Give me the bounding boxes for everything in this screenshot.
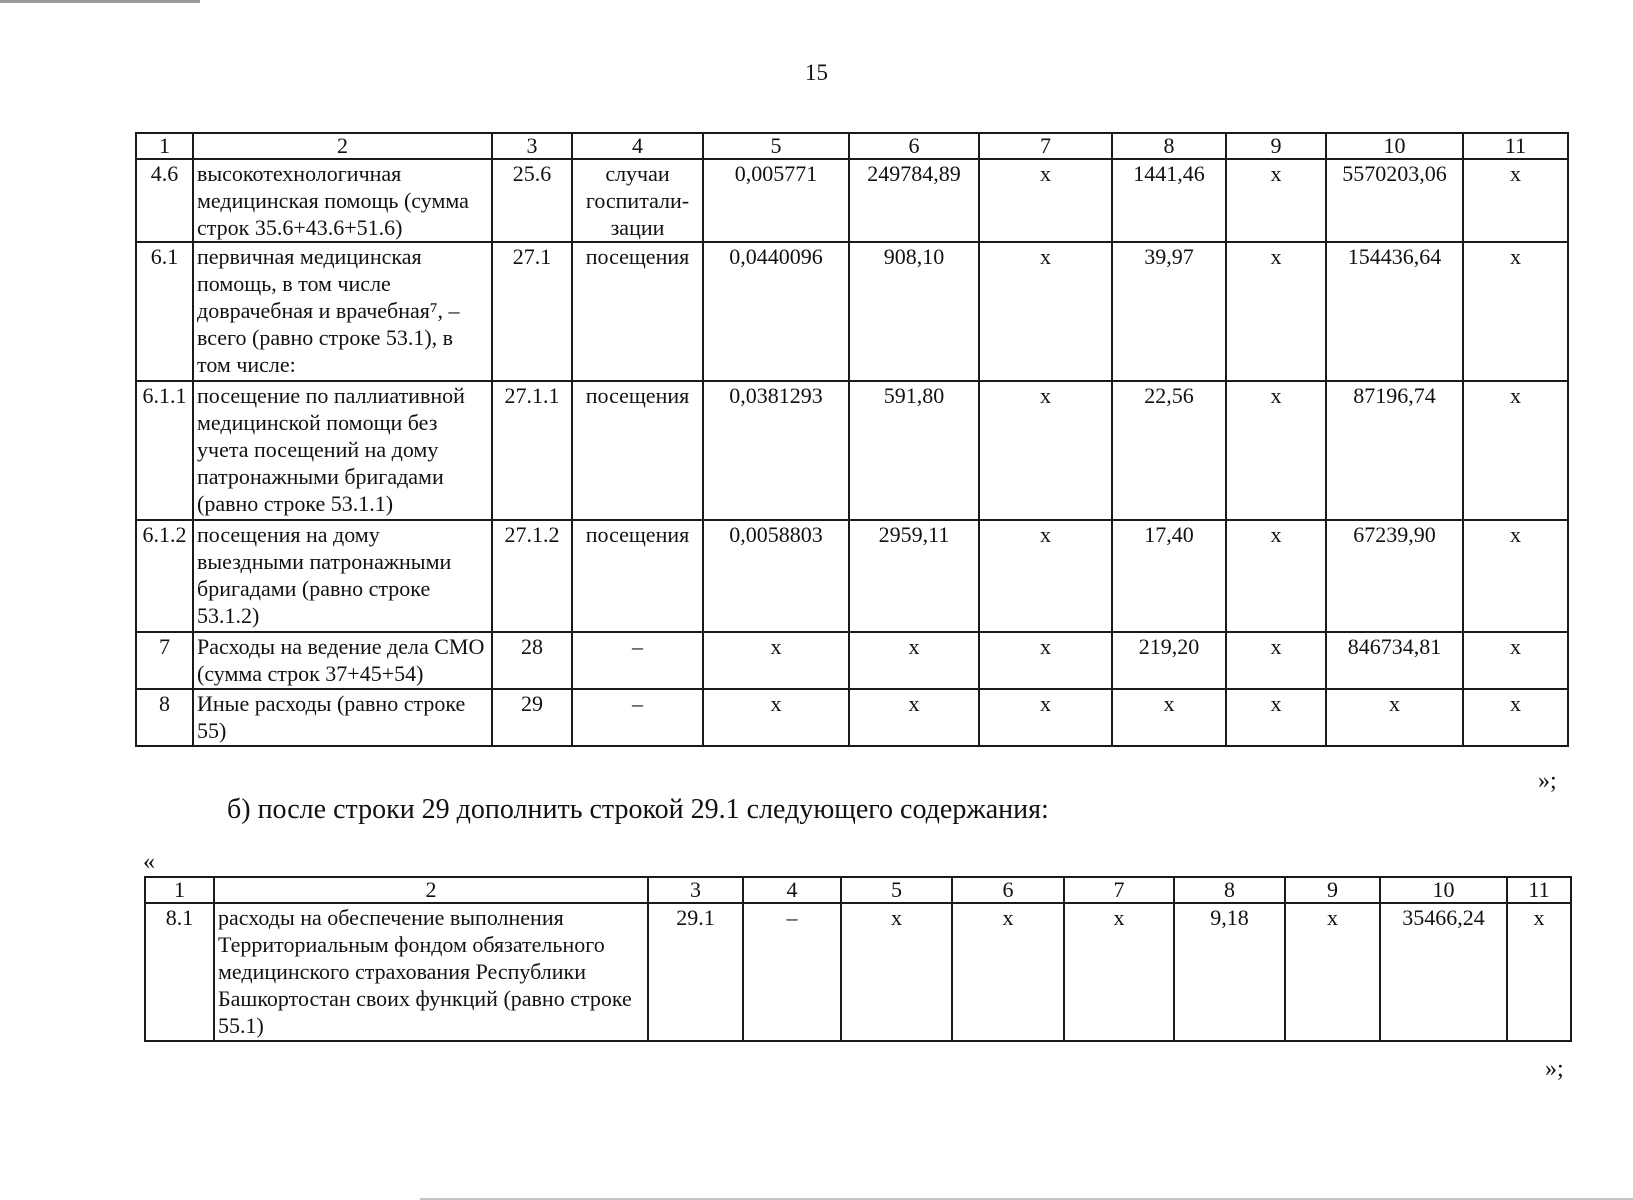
cell-col9: x — [1226, 242, 1326, 381]
main-table — [135, 132, 1569, 747]
cell-col11: x — [1463, 520, 1568, 632]
cell-col7: x — [979, 242, 1112, 381]
cell-col7: x — [979, 689, 1112, 746]
column-header: 10 — [1380, 877, 1507, 903]
row-line: 27.1.1 — [492, 381, 572, 520]
row-unit: посещения — [572, 520, 703, 632]
row-name: посещение по паллиативной медицинской помощи без учета посещений на дому патронажными бригадами (равно строке 53.1.1) — [193, 381, 492, 520]
column-header: 5 — [703, 133, 849, 159]
cell-col5: 0,0058803 — [703, 520, 849, 632]
cell-col5: x — [703, 632, 849, 689]
row-name: Иные расходы (равно строке 55) — [193, 689, 492, 746]
cell-col5: x — [841, 903, 952, 1041]
cell-col6: x — [849, 632, 979, 689]
column-header: 7 — [979, 133, 1112, 159]
row-code: 8.1 — [145, 903, 214, 1041]
column-header: 2 — [214, 877, 648, 903]
cell-col11: x — [1463, 632, 1568, 689]
row-code: 6.1.2 — [136, 520, 193, 632]
table-row — [136, 242, 1568, 381]
row-line: 27.1 — [492, 242, 572, 381]
row-unit: посещения — [572, 242, 703, 381]
row-unit: – — [743, 903, 841, 1041]
cell-col10: 154436,64 — [1326, 242, 1463, 381]
cell-col7: x — [979, 632, 1112, 689]
cell-col8: 219,20 — [1112, 632, 1226, 689]
row-code: 8 — [136, 689, 193, 746]
cell-col11: x — [1463, 159, 1568, 242]
cell-col9: x — [1226, 381, 1326, 520]
column-header: 10 — [1326, 133, 1463, 159]
table-row — [136, 159, 1568, 242]
opening-quote: « — [143, 849, 155, 875]
scan-edge-mark — [0, 0, 200, 3]
cell-col8: 17,40 — [1112, 520, 1226, 632]
table-row — [145, 903, 1571, 1041]
cell-col5: 0,0381293 — [703, 381, 849, 520]
table-row — [136, 689, 1568, 746]
column-header: 7 — [1064, 877, 1174, 903]
page-number: 15 — [805, 60, 828, 85]
cell-col11: x — [1507, 903, 1571, 1041]
table-header-row — [145, 877, 1571, 903]
cell-col11: x — [1463, 242, 1568, 381]
column-header: 5 — [841, 877, 952, 903]
cell-col7: x — [979, 381, 1112, 520]
cell-col7: x — [1064, 903, 1174, 1041]
row-name: Расходы на ведение дела СМО (сумма строк 37+45+54) — [193, 632, 492, 689]
column-header: 8 — [1112, 133, 1226, 159]
amendment-intro-text: б) после строки 29 дополнить строкой 29.1 следующего содержания: — [227, 794, 1049, 825]
cell-col7: x — [979, 159, 1112, 242]
column-header: 3 — [648, 877, 743, 903]
column-header: 4 — [743, 877, 841, 903]
cell-col6: 249784,89 — [849, 159, 979, 242]
cell-col11: x — [1463, 381, 1568, 520]
cell-col9: x — [1226, 159, 1326, 242]
row-code: 6.1.1 — [136, 381, 193, 520]
table-row — [136, 520, 1568, 632]
row-line: 25.6 — [492, 159, 572, 242]
column-header: 2 — [193, 133, 492, 159]
column-header: 6 — [952, 877, 1064, 903]
cell-col6: x — [849, 689, 979, 746]
column-header: 1 — [136, 133, 193, 159]
cell-col6: 591,80 — [849, 381, 979, 520]
row-code: 4.6 — [136, 159, 193, 242]
table-row — [136, 381, 1568, 520]
cell-col8: 1441,46 — [1112, 159, 1226, 242]
cell-col10: 5570203,06 — [1326, 159, 1463, 242]
table-header-row — [136, 133, 1568, 159]
column-header: 11 — [1507, 877, 1571, 903]
cell-col10: 87196,74 — [1326, 381, 1463, 520]
cell-col8: 22,56 — [1112, 381, 1226, 520]
cell-col9: x — [1226, 632, 1326, 689]
cell-col7: x — [979, 520, 1112, 632]
row-name: посещения на дому выездными патронажными бригадами (равно строке 53.1.2) — [193, 520, 492, 632]
row-line: 28 — [492, 632, 572, 689]
cell-col10: 35466,24 — [1380, 903, 1507, 1041]
cell-col6: 908,10 — [849, 242, 979, 381]
cell-col8: 9,18 — [1174, 903, 1285, 1041]
column-header: 9 — [1226, 133, 1326, 159]
cell-col8: 39,97 — [1112, 242, 1226, 381]
row-unit: – — [572, 689, 703, 746]
column-header: 6 — [849, 133, 979, 159]
column-header: 8 — [1174, 877, 1285, 903]
cell-col9: x — [1226, 689, 1326, 746]
row-name: первичная медицинская помощь, в том числе доврачебная и врачебная⁷, – всего (равно строке 53.1), в том числе: — [193, 242, 492, 381]
cell-col5: 0,005771 — [703, 159, 849, 242]
column-header: 4 — [572, 133, 703, 159]
table-row — [136, 632, 1568, 689]
column-header: 9 — [1285, 877, 1380, 903]
cell-col6: x — [952, 903, 1064, 1041]
row-name: высокотехнологичная медицинская помощь (сумма строк 35.6+43.6+51.6) — [193, 159, 492, 242]
row-unit: случаи госпитали-зации — [572, 159, 703, 242]
cell-col8: x — [1112, 689, 1226, 746]
cell-col5: x — [703, 689, 849, 746]
row-unit: посещения — [572, 381, 703, 520]
row-code: 7 — [136, 632, 193, 689]
cell-col9: x — [1226, 520, 1326, 632]
row-code: 6.1 — [136, 242, 193, 381]
row-unit: – — [572, 632, 703, 689]
row-line: 29.1 — [648, 903, 743, 1041]
column-header: 11 — [1463, 133, 1568, 159]
cell-col6: 2959,11 — [849, 520, 979, 632]
cell-col5: 0,0440096 — [703, 242, 849, 381]
row-line: 29 — [492, 689, 572, 746]
closing-quote: »; — [1545, 1056, 1564, 1082]
cell-col10: 846734,81 — [1326, 632, 1463, 689]
column-header: 1 — [145, 877, 214, 903]
added-row-table — [144, 876, 1572, 1042]
cell-col9: x — [1285, 903, 1380, 1041]
closing-quote: »; — [1538, 768, 1557, 794]
column-header: 3 — [492, 133, 572, 159]
cell-col10: x — [1326, 689, 1463, 746]
row-line: 27.1.2 — [492, 520, 572, 632]
cell-col10: 67239,90 — [1326, 520, 1463, 632]
row-name: расходы на обеспечение выполнения Территориальным фондом обязательного медицинского страхования Республики Башкортостан своих функций (равно строке 55.1) — [214, 903, 648, 1041]
cell-col11: x — [1463, 689, 1568, 746]
